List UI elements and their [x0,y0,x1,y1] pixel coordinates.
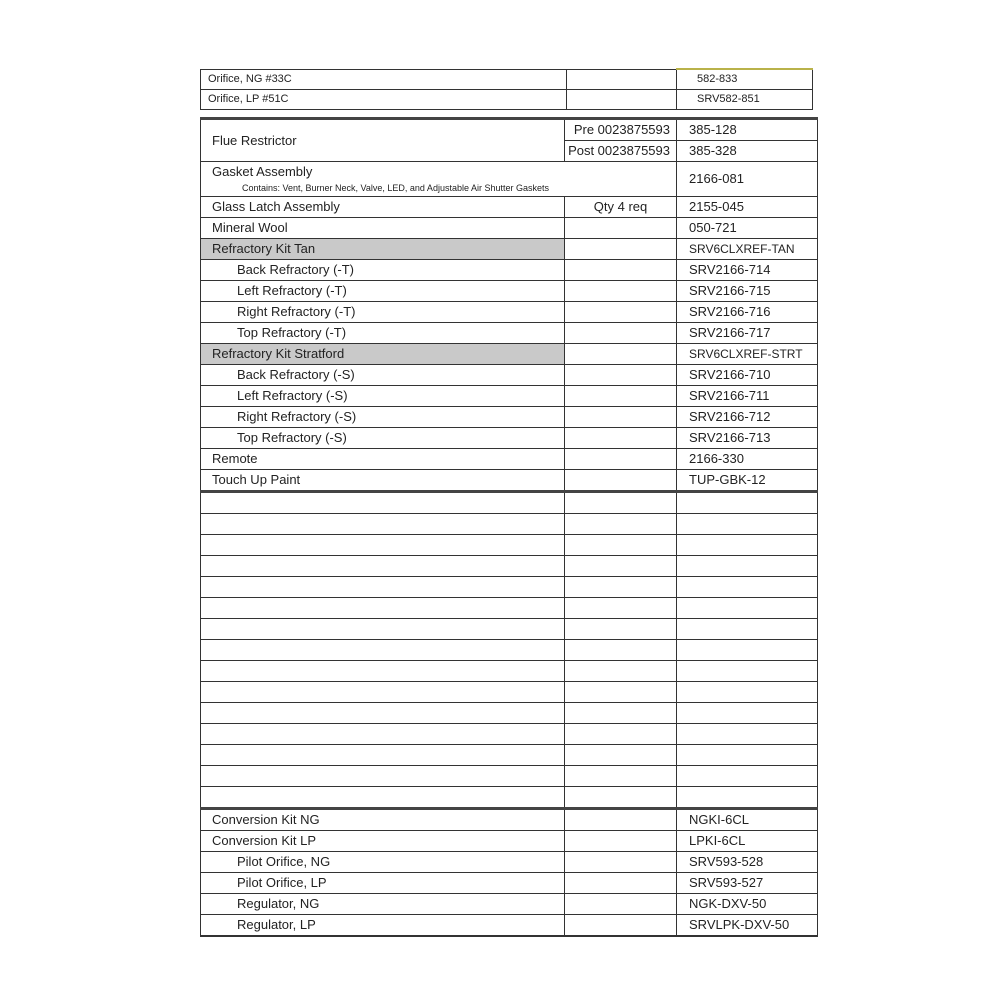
empty-cell [565,745,677,766]
part-number: SRV2166-714 [677,260,818,281]
blank-rows [201,492,818,809]
part-number: 582-833 [677,69,813,90]
part-number: SRV2166-710 [677,365,818,386]
part-number: 2166-330 [677,449,818,470]
table-row [201,162,818,197]
empty-cell [201,724,565,745]
serial-range: Pre 0023875593 [565,119,677,141]
part-note [565,428,677,449]
empty-cell [677,745,818,766]
part-note [565,386,677,407]
part-number: SRV6CLXREF-STRT [677,344,818,365]
empty-cell [677,598,818,619]
part-number: SRV2166-715 [677,281,818,302]
table-row [201,197,818,218]
part-number: 2166-081 [677,162,818,197]
table-row [201,449,818,470]
part-number: SRV2166-716 [677,302,818,323]
empty-cell [677,492,818,514]
empty-row [201,661,818,682]
empty-cell [565,577,677,598]
parts-table [200,117,818,937]
empty-cell [201,745,565,766]
empty-cell [677,703,818,724]
part-number: SRV2166-717 [677,323,818,344]
empty-row [201,577,818,598]
empty-row [201,724,818,745]
empty-cell [201,577,565,598]
part-name: Conversion Kit LP [201,831,565,852]
kit-name: Refractory Kit Tan [201,239,565,260]
empty-row [201,787,818,809]
kit-name: Refractory Kit Stratford [201,344,565,365]
part-number: 050-721 [677,218,818,239]
empty-row [201,556,818,577]
gasket-assembly-cell [201,162,677,197]
empty-cell [677,619,818,640]
empty-cell [201,556,565,577]
empty-cell [565,492,677,514]
table-row [201,69,813,90]
part-name: Orifice, NG #33C [201,69,567,90]
empty-cell [677,556,818,577]
empty-cell [565,787,677,809]
empty-cell [565,598,677,619]
empty-cell [677,535,818,556]
part-name: Regulator, NG [201,894,565,915]
part-name: Left Refractory (-S) [201,386,565,407]
empty-row [201,598,818,619]
empty-row [201,619,818,640]
part-name: Pilot Orifice, NG [201,852,565,873]
part-name: Regulator, LP [201,915,565,937]
empty-row [201,745,818,766]
empty-row [201,492,818,514]
part-note [567,69,677,90]
part-name: Touch Up Paint [201,470,565,492]
part-note [565,470,677,492]
part-note [565,281,677,302]
table-row [201,239,818,260]
part-name: Flue Restrictor [201,119,565,162]
table-row [201,119,818,141]
empty-cell [201,787,565,809]
part-number: SRV593-528 [677,852,818,873]
empty-cell [565,556,677,577]
empty-cell [677,514,818,535]
part-note [565,831,677,852]
empty-cell [565,724,677,745]
table-row [201,428,818,449]
empty-cell [565,766,677,787]
part-name: Top Refractory (-T) [201,323,565,344]
part-number: 2155-045 [677,197,818,218]
part-number: 385-328 [677,141,818,162]
part-number: SRVLPK-DXV-50 [677,915,818,937]
empty-cell [565,661,677,682]
table-row [201,344,818,365]
empty-cell [201,682,565,703]
part-name: Remote [201,449,565,470]
part-number: SRV2166-712 [677,407,818,428]
orifice-table [200,68,813,110]
part-note [565,323,677,344]
part-note [565,809,677,831]
table-row [201,260,818,281]
table-row [201,831,818,852]
table-row [201,90,813,110]
part-name: Conversion Kit NG [201,809,565,831]
empty-cell [677,640,818,661]
part-number: SRV593-527 [677,873,818,894]
part-name: Pilot Orifice, LP [201,873,565,894]
part-note [565,344,677,365]
empty-row [201,682,818,703]
empty-cell [565,682,677,703]
empty-cell [201,766,565,787]
empty-cell [201,535,565,556]
part-note [565,852,677,873]
empty-cell [677,724,818,745]
empty-cell [201,598,565,619]
part-number: LPKI-6CL [677,831,818,852]
empty-row [201,514,818,535]
empty-cell [201,640,565,661]
empty-cell [677,766,818,787]
empty-cell [201,514,565,535]
part-note [565,365,677,386]
empty-cell [565,535,677,556]
part-number: NGKI-6CL [677,809,818,831]
part-note [565,894,677,915]
empty-cell [565,619,677,640]
table-row [201,386,818,407]
part-note [565,239,677,260]
empty-cell [201,703,565,724]
empty-cell [565,640,677,661]
part-number: 385-128 [677,119,818,141]
serial-range: Post 0023875593 [565,141,677,162]
part-note [565,873,677,894]
empty-cell [201,661,565,682]
part-note [565,218,677,239]
part-name: Orifice, LP #51C [201,90,567,110]
empty-cell [565,514,677,535]
gasket-contents: Contains: Vent, Burner Neck, Valve, LED, and Adjustable Air Shutter Gaskets [242,183,549,193]
part-number: SRV2166-713 [677,428,818,449]
table-row [201,470,818,492]
empty-cell [677,577,818,598]
part-name: Left Refractory (-T) [201,281,565,302]
part-note [567,90,677,110]
part-number: SRV6CLXREF-TAN [677,239,818,260]
empty-cell [201,619,565,640]
empty-cell [565,703,677,724]
table-row [201,365,818,386]
part-name: Right Refractory (-T) [201,302,565,323]
part-name: Top Refractory (-S) [201,428,565,449]
part-name: Back Refractory (-S) [201,365,565,386]
table-row [201,809,818,831]
part-quantity: Qty 4 req [565,197,677,218]
part-number: SRV2166-711 [677,386,818,407]
part-name: Gasket Assembly [212,164,313,179]
table-row [201,894,818,915]
part-name: Back Refractory (-T) [201,260,565,281]
empty-cell [677,661,818,682]
part-name: Glass Latch Assembly [201,197,565,218]
table-row [201,323,818,344]
table-row [201,218,818,239]
empty-row [201,766,818,787]
table-row [201,302,818,323]
empty-cell [201,492,565,514]
part-note [565,915,677,937]
part-number: TUP-GBK-12 [677,470,818,492]
table-row [201,407,818,428]
part-note [565,302,677,323]
empty-row [201,703,818,724]
empty-cell [677,787,818,809]
part-note [565,407,677,428]
part-name: Mineral Wool [201,218,565,239]
empty-cell [677,682,818,703]
table-row [201,915,818,937]
part-number: SRV582-851 [677,90,813,110]
empty-row [201,640,818,661]
table-row [201,281,818,302]
table-row [201,873,818,894]
part-number: NGK-DXV-50 [677,894,818,915]
empty-row [201,535,818,556]
part-note [565,449,677,470]
table-row [201,852,818,873]
part-name: Right Refractory (-S) [201,407,565,428]
part-note [565,260,677,281]
